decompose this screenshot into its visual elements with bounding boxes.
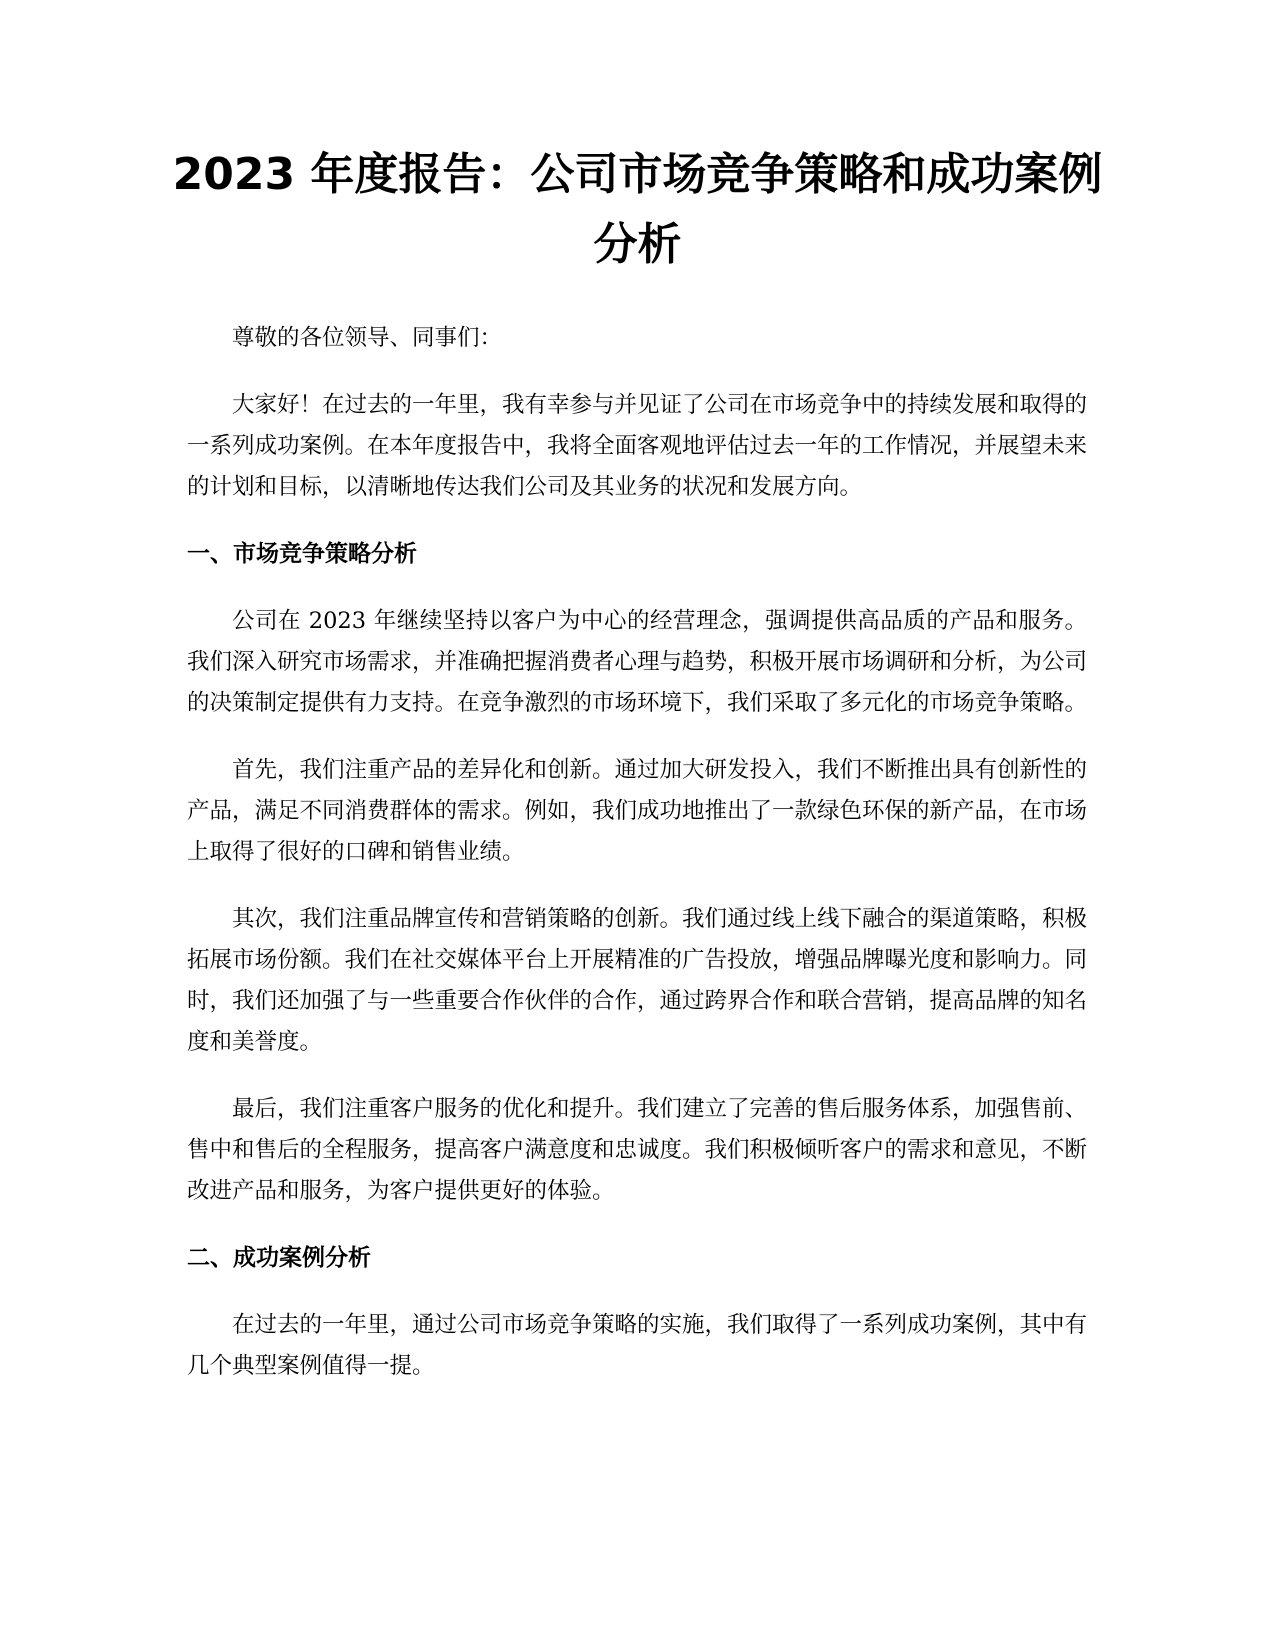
section-heading-strategy: 一、市场竞争策略分析 (187, 541, 417, 567)
cases-paragraph: 在过去的一年里，通过公司市场竞争策略的实施，我们取得了一系列成功案例，其中有几个典型案例值得一提。 (187, 1312, 1088, 1379)
strategy-paragraph: 公司在 2023 年继续坚持以客户为中心的经营理念，强调提供高品质的产品和服务。我们深入研究市场需求，并准确把握消费者心理与趋势，积极开展市场调研和分析，为公司的决策制定提供有力支持。在竞争激烈的市场环境下，我们采取了多元化的市场竞争策略。 (187, 608, 1088, 716)
strategy-paragraph: 首先，我们注重产品的差异化和创新。通过加大研发投入，我们不断推出具有创新性的产品，满足不同消费群体的需求。例如，我们成功地推出了一款绿色环保的新产品，在市场上取得了很好的口碑和销售业绩。 (187, 757, 1088, 865)
intro-paragraph: 大家好！在过去的一年里，我有幸参与并见证了公司在市场竞争中的持续发展和取得的一系列成功案例。在本年度报告中，我将全面客观地评估过去一年的工作情况，并展望未来的计划和目标，以清晰地传达我们公司及其业务的状况和发展方向。 (187, 392, 1088, 500)
document-title: 2023 年度报告：公司市场竞争策略和成功案例分析 (172, 149, 1103, 270)
strategy-paragraph: 其次，我们注重品牌宣传和营销策略的创新。我们通过线上线下融合的渠道策略，积极拓展市场份额。我们在社交媒体平台上开展精准的广告投放，增强品牌曝光度和影响力。同时，我们还加强了与一些重要合作伙伴的合作，通过跨界合作和联合营销，提高品牌的知名度和美誉度。 (187, 906, 1088, 1055)
greeting-paragraph: 尊敬的各位领导、同事们： (232, 325, 503, 351)
document-body (187, 318, 1087, 1413)
strategy-paragraph: 最后，我们注重客户服务的优化和提升。我们建立了完善的售后服务体系，加强售前、售中和售后的全程服务，提高客户满意度和忠诚度。我们积极倾听客户的需求和意见，不断改进产品和服务，为客户提供更好的体验。 (187, 1096, 1088, 1204)
section-heading-cases: 二、成功案例分析 (187, 1245, 371, 1271)
